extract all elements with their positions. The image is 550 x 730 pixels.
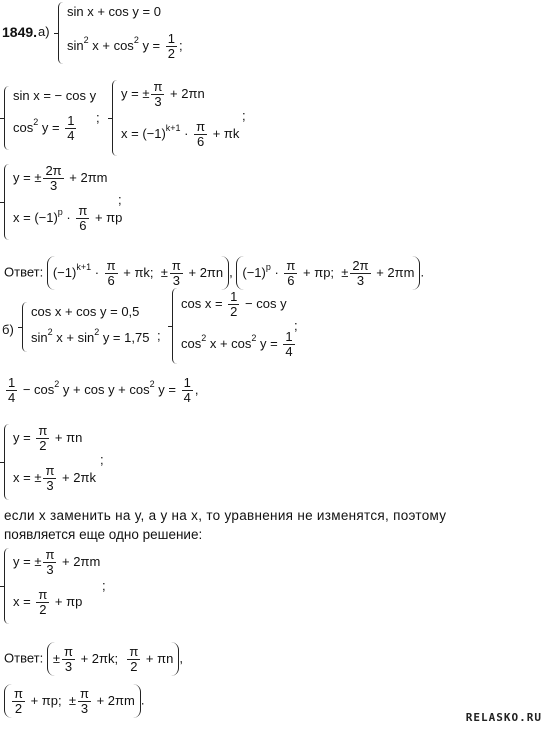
system-b4: y = ± $\frac{\pi}{3}$ + 2πm x = $\frac{\pi}{2}$ + πp [4,548,134,624]
system-a2: sin x = − cos y $\cos^2 y$ = $\frac{1}{4}$ [4,86,104,150]
answer-b-line2: $\frac{\pi}{2}$ + πp; ± $\frac{\pi}{3}$ + 2πm . [4,684,144,718]
answer-b-line1: Ответ: ± $\frac{\pi}{3}$ + 2πk; $\frac{\pi}{2}$ + πn , [4,642,183,676]
text-line-2: появляется еще одно решение: [4,527,203,542]
system-a1: sin x + cos y = 0 $\sin^2 x + \cos^2 y$ = $\frac{1}{2}$ ; [58,2,198,64]
answer-a: Ответ: $(-1)^{k+1}$ · $\frac{\pi}{6}$ + πk; ± $\frac{\pi}{3}$ + 2πn , $(-1)^p$ · $\frac{\pi}{6}$ + πp; ± $\frac{2\pi}{3}$ + 2πm . [4,256,424,290]
part-a-label: а) [38,24,50,39]
system-a4: y = ± $\frac{2\pi}{3}$ + 2πm $x = (-1)^p$ · $\frac{\pi}{6}$ + πp [4,164,144,240]
system-b2: cos x = $\frac{1}{2}$ − cos y $\cos^2 x + \cos^2 y$ = $\frac{1}{4}$ [172,288,302,364]
equation-b: $\frac{1}{4}$ − $\cos^2 y + \cos y + \cos^2 y$ = $\frac{1}{4}$ , [8,375,199,405]
text-line-1: если х заменить на у, а у на х, то уравнения не изменятся, поэтому [4,508,447,523]
system-b3: y = $\frac{\pi}{2}$ + πn x = ± $\frac{\pi}{3}$ + 2πk [4,424,124,500]
watermark: RELASKO.RU [465,711,542,724]
system-b1: cos x + cos y = 0,5 $\sin^2 x + \sin^2 y = 1,75$ [22,302,162,352]
system-a3: y = ± $\frac{\pi}{3}$ + 2πn $x = (-1)^{k+1}$ · $\frac{\pi}{6}$ + πk [112,80,252,156]
problem-number: 1849. [2,24,38,40]
part-b-label: б) [2,322,14,337]
